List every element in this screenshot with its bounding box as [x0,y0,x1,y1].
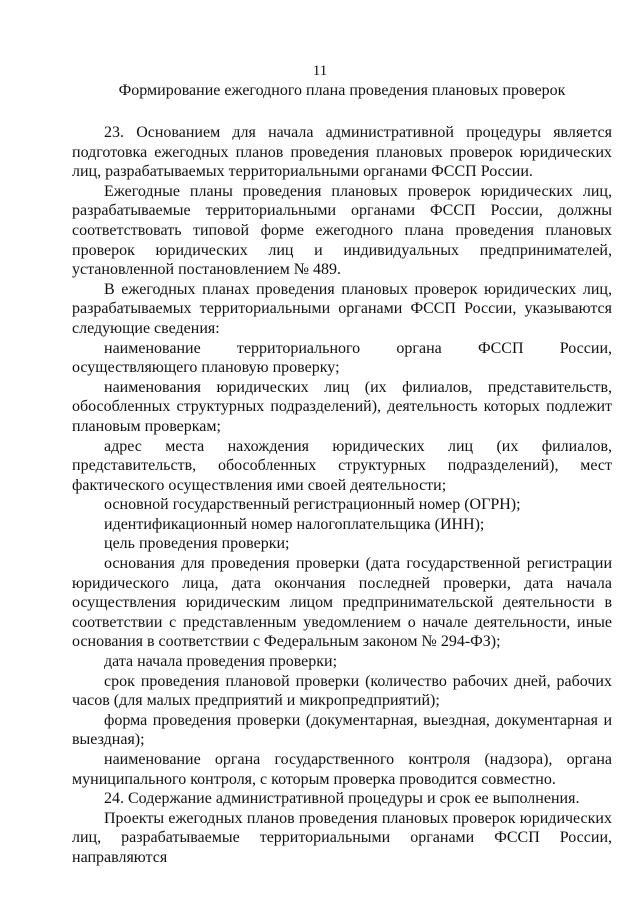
paragraph: цель проведения проверки; [104,535,290,553]
paragraph: основания для проведения проверки (дата государственной регистрации юридического лица, дата окончания последней проверки, дата начала осуществления юридическим лицом предпринимательской деятельности в соответствии с представленным уведомлением о начале деятельности, иные основания в соответствии с Федеральным законом № 294-ФЗ); [72,555,612,651]
paragraph: В ежегодных планах проведения плановых проверок юридических лиц, разрабатываемых территориальными органами ФССП России, указываются следующие сведения: [72,280,612,337]
section-title: Формирование ежегодного плана проведения плановых проверок [118,82,566,99]
paragraph: дата начала проведения проверки; [104,653,338,671]
paragraph: срок проведения плановой проверки (количество рабочих дней, рабочих часов (для малых предприятий и микропредприятий); [72,672,612,710]
page-number: 11 [312,63,328,79]
paragraph: 24. Содержание административной процедуры и срок ее выполнения. [104,790,580,808]
paragraph: идентификационный номер налогоплательщика (ИНН); [104,515,485,533]
paragraph: 23. Основанием для начала административной процедуры является подготовка ежегодных планов проведения плановых проверок юридических лиц, разрабатываемых территориальными органами ФССП России. [72,124,612,181]
paragraph: Ежегодные планы проведения плановых проверок юридических лиц, разрабатываемые территориальными органами ФССП России, должны соответствовать типовой форме ежегодного плана проведения плановых проверок юридических лиц и индивидуальных предпринимателей, установленной постановлением № 489. [72,182,612,279]
paragraph: Проекты ежегодных планов проведения плановых проверок юридических лиц, разрабатываемые территориальными органами ФССП России, направляются [72,809,612,866]
paragraph: основной государственный регистрационный номер (ОГРН); [104,496,521,514]
paragraph: адрес места нахождения юридических лиц (их филиалов, представительств, обособленных структурных подразделений), мест фактического осуществления ими своей деятельности; [72,437,612,494]
document-body [72,123,612,868]
paragraph: форма проведения проверки (документарная, выездная, документарная и выездная); [72,711,612,749]
paragraph: наименования юридических лиц (их филиалов, представительств, обособленных структурных подразделений), деятельность которых подлежит плановым проверкам; [72,378,612,435]
paragraph: наименование территориального органа ФССП России, осуществляющего плановую проверку; [72,339,612,377]
paragraph: наименование органа государственного контроля (надзора), органа муниципального контроля, с которым проверка проводится совместно. [72,751,612,788]
